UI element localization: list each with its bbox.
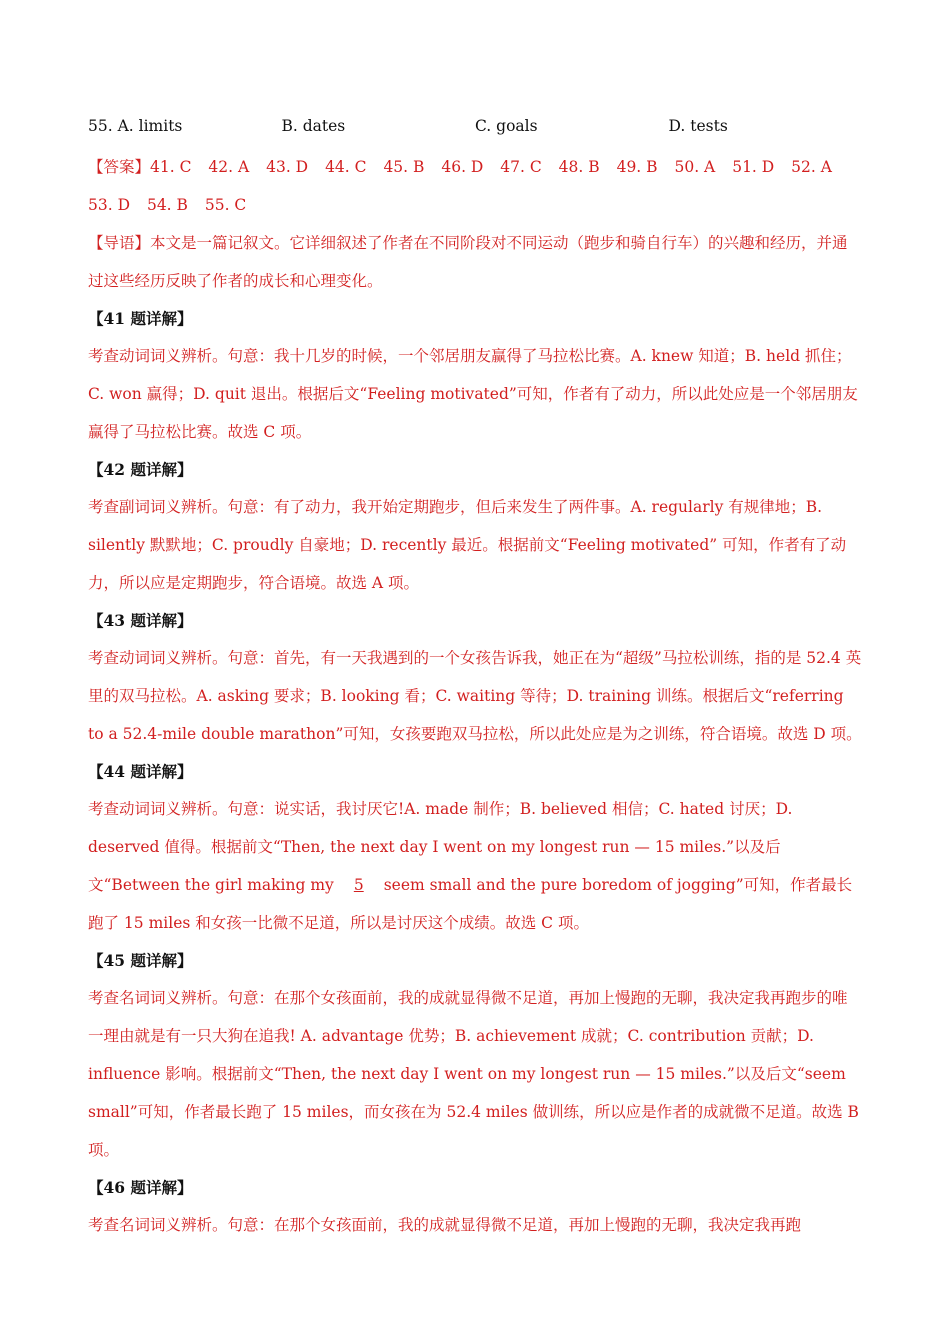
option-c: C. goals: [475, 117, 538, 135]
q46-explanation: 考查名词词义辨析。句意：在那个女孩面前，我的成就显得微不足道，再加上慢跑的无聊，我决定我再跑: [88, 1216, 802, 1234]
q41-heading: 【41 题详解】: [88, 309, 193, 328]
fill-blank: 5: [353, 876, 364, 894]
q46-heading: 【46 题详解】: [88, 1178, 193, 1197]
answer-item: 50. A: [674, 158, 716, 176]
answer-item: 45. B: [383, 158, 425, 176]
answer-item: 43. D: [266, 158, 309, 176]
answer-item: 41. C: [150, 158, 192, 176]
q43-heading: 【43 题详解】: [88, 611, 193, 630]
answer-item: 51. D: [732, 158, 775, 176]
answer-item: 44. C: [325, 158, 367, 176]
answer-item: 42. A: [208, 158, 250, 176]
q45-explanation: 考查名词词义辨析。句意：在那个女孩面前，我的成就显得微不足道，再加上慢跑的无聊，我决定我再跑步的唯一理由就是有一只大狗在追我! A. advantage 优势；B. achievement 成就；C. contribution 贡献；D. influence 影响。根据前文“Then, the next day I went on my longest run — 15 miles.”以及后文“seem small”可知，作者最长跑了 15 miles，而女孩在为 52.4 miles 做训练，所以应是作者的成就微不足道。故选 B 项。: [88, 989, 859, 1159]
q44-heading: 【44 题详解】: [88, 762, 193, 781]
option-d: D. tests: [668, 117, 728, 135]
guide-paragraph: [88, 224, 862, 300]
answer-item: 53. D: [88, 196, 131, 214]
q42-heading: 【42 题详解】: [88, 460, 193, 479]
answer-item: 49. B: [616, 158, 658, 176]
q41-explanation: 考查动词词义辨析。句意：我十几岁的时候，一个邻居朋友赢得了马拉松比赛。A. knew 知道；B. held 抓住；C. won 赢得；D. quit 退出。根据后文“Feeling motivated”可知，作者有了动力，所以此处应是一个邻居朋友赢得了马拉松比赛。故选 C 项。: [88, 347, 858, 441]
answer-key: [88, 148, 862, 224]
q45-heading: 【45 题详解】: [88, 951, 193, 970]
q44-text-after: seem small and the pure boredom of jogging”可知，作者最长跑了 15 miles 和女孩一比微不足道，所以是讨厌这个成绩。故选 C 项。: [88, 876, 853, 932]
option-b: B. dates: [281, 117, 346, 135]
q44-text-before: 考查动词词义辨析。句意：说实话，我讨厌它!A. made 制作；B. believed 相信；C. hated 讨厌；D. deserved 值得。根据前文“Then, the next day I went on my longest run — 15 miles.”以及后文“Between the girl making my: [88, 800, 793, 894]
question-55-options: [88, 113, 862, 139]
answer-item: 47. C: [500, 158, 542, 176]
q43-explanation: 考查动词词义辨析。句意：首先，有一天我遇到的一个女孩告诉我，她正在为“超级”马拉松训练，指的是 52.4 英里的双马拉松。A. asking 要求；B. looking 看；C. waiting 等待；D. training 训练。根据后文“referring to a 52.4-mile double marathon”可知，女孩要跑双马拉松，所以此处应是为之训练，符合语境。故选 D 项。: [88, 649, 862, 743]
answer-item: 54. B: [146, 196, 188, 214]
answer-item: 55. C: [204, 196, 247, 214]
answer-label: 【答案】: [88, 158, 151, 176]
q44-explanation: [88, 790, 862, 942]
answer-item: 46. D: [441, 158, 484, 176]
q42-explanation: 考查副词词义辨析。句意：有了动力，我开始定期跑步，但后来发生了两件事。A. regularly 有规律地；B. silently 默默地；C. proudly 自豪地；D. recently 最近。根据前文“Feeling motivated” 可知，作者有了动力，所以应是定期跑步，符合语境。故选 A 项。: [88, 498, 847, 592]
guide-text: 本文是一篇记叙文。它详细叙述了作者在不同阶段对不同运动（跑步和骑自行车）的兴趣和经历，并通过这些经历反映了作者的成长和心理变化。: [88, 234, 848, 290]
answer-item: 48. B: [558, 158, 600, 176]
guide-label: 【导语】: [88, 234, 151, 252]
option-a: 55. A. limits: [88, 117, 183, 135]
answer-item: 52. A: [791, 158, 832, 176]
